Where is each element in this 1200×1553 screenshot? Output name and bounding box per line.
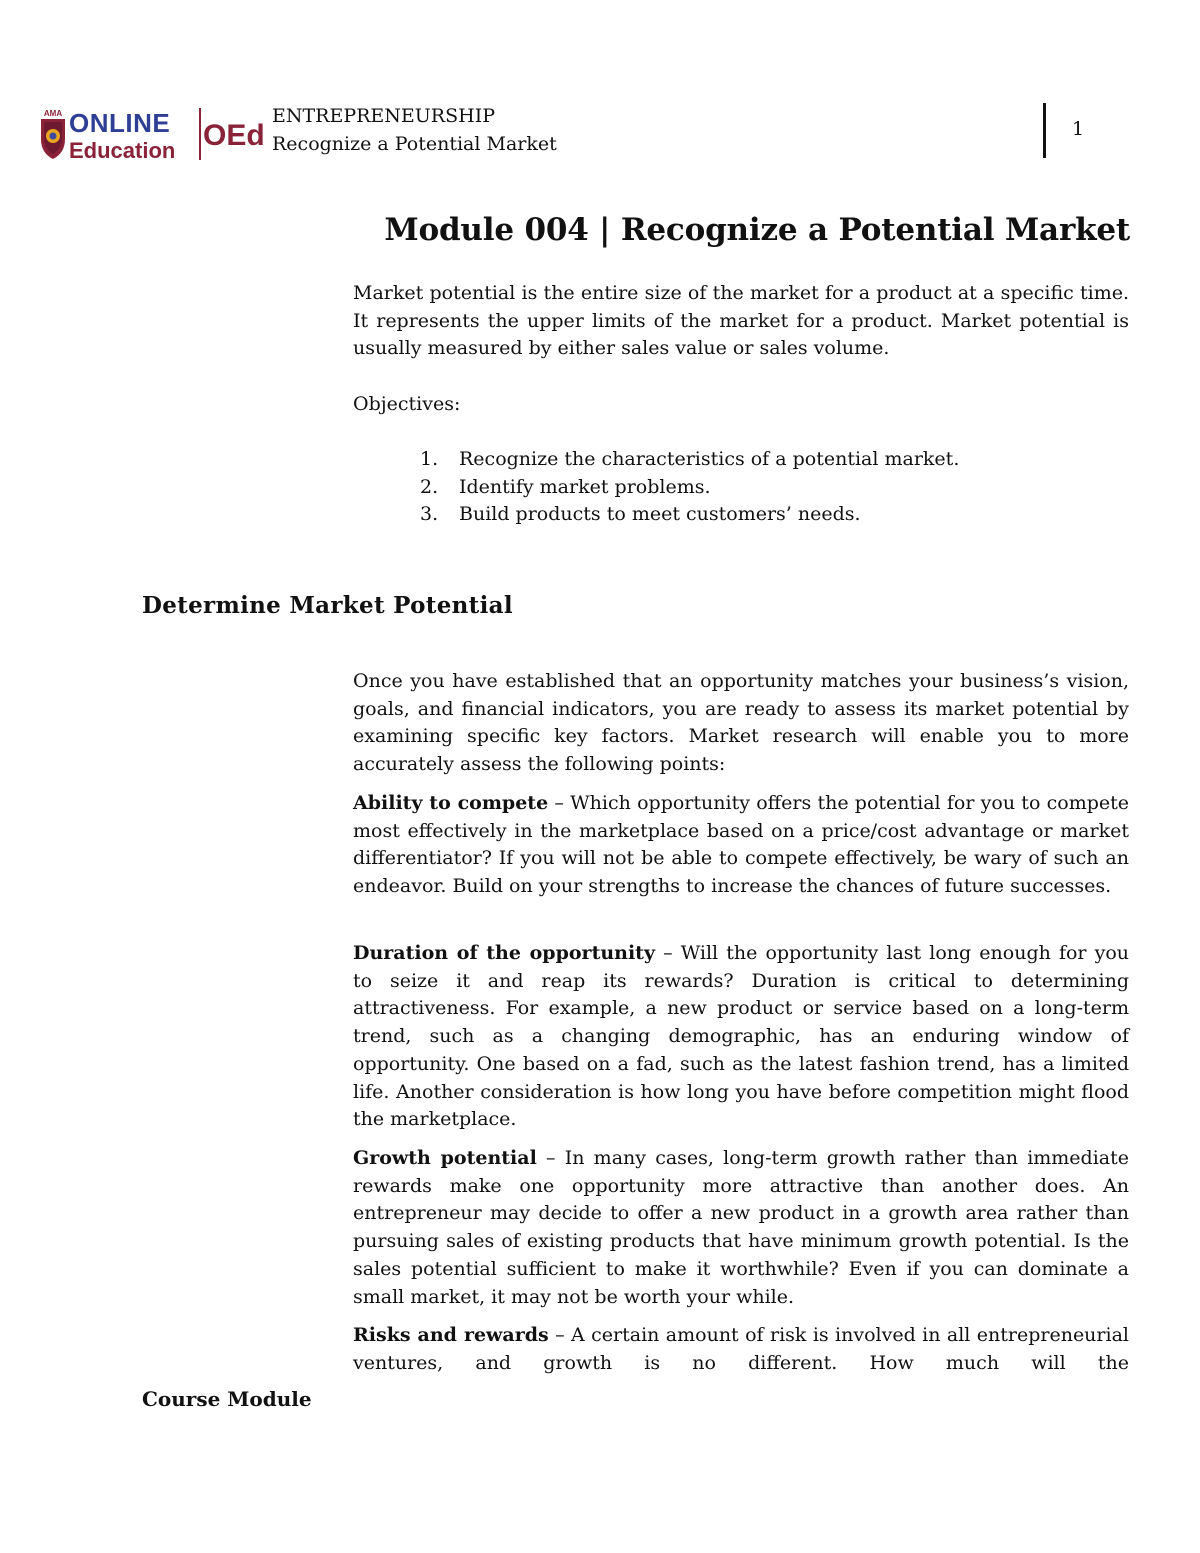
svg-text:OEd: OEd bbox=[203, 119, 265, 152]
intro-paragraph bbox=[353, 280, 1129, 363]
point-term: Growth potential bbox=[353, 1147, 537, 1169]
list-item bbox=[420, 501, 959, 529]
point-duration bbox=[353, 940, 1129, 1134]
objective-text: Identify market problems. bbox=[459, 475, 711, 498]
module-title: Module 004 | Recognize a Potential Market bbox=[384, 212, 1130, 248]
section-intro-paragraph bbox=[353, 668, 1129, 779]
online-education-logo bbox=[38, 105, 270, 163]
svg-text:AMA: AMA bbox=[43, 109, 63, 118]
svg-text:ONLINE: ONLINE bbox=[69, 108, 171, 138]
point-growth-potential bbox=[353, 1145, 1129, 1311]
point-text: – Which opportunity offers the potential for you to compete most effectively in the marketplace based on a price/cost advantage or market differentiator? If you will not be able to compete effectively, be wary of such an endeavor. Build on your strengths to increase the chances of future successes. bbox=[353, 792, 1130, 898]
list-number: 2. bbox=[420, 475, 439, 498]
objective-text: Recognize the characteristics of a potential market. bbox=[459, 448, 960, 470]
point-text: – Will the opportunity last long enough for you to seize it and reap its rewards? Duration is critical to determining attractiveness. For example, a new product or service based on a long-term trend, such as a changing demographic, has an enduring window of opportunity. One based on a fad, such as the latest fashion trend, has a limited life. Another consideration is how long you have before competition might flood the marketplace. bbox=[353, 942, 1130, 1131]
header-divider bbox=[1043, 103, 1046, 158]
svg-text:Education: Education bbox=[69, 138, 176, 163]
list-number: 1. bbox=[420, 448, 439, 470]
header-topic: Recognize a Potential Market bbox=[272, 133, 557, 155]
point-risks-and-rewards bbox=[353, 1322, 1129, 1377]
crest-icon bbox=[41, 109, 65, 159]
header-course-title: ENTREPRENEURSHIP bbox=[272, 105, 495, 127]
page-number: 1 bbox=[1072, 118, 1085, 140]
point-term: Risks and rewards bbox=[353, 1324, 549, 1346]
point-term: Duration of the opportunity bbox=[353, 942, 656, 964]
intro-text: Market potential is the entire size of the market for a product at a specific time. It represents the upper limits of the market for a product. Market potential is usually measured by either sales value or sales volume. bbox=[353, 282, 1129, 360]
objective-text: Build products to meet customers’ needs. bbox=[459, 503, 861, 526]
point-text: – A certain amount of risk is involved in all entrepreneurial ventures, and growth is no different. How much will the bbox=[353, 1324, 1129, 1374]
objectives-label: Objectives: bbox=[353, 393, 461, 415]
objectives-list bbox=[420, 446, 959, 529]
list-item bbox=[420, 474, 959, 502]
point-text: – In many cases, long-term growth rather than immediate rewards make one opportunity more attractive than another does. An entrepreneur may decide to offer a new product in a growth area rather than pursuing sales of existing products that have minimum growth potential. Is the sales potential sufficient to make it worthwhile? Even if you can dominate a small market, it may not be worth your while. bbox=[353, 1147, 1129, 1308]
list-number: 3. bbox=[420, 503, 439, 526]
section-intro-text: Once you have established that an opportunity matches your business’s vision, goals, and financial indicators, you are ready to assess its market potential by examining specific key factors. Market research will enable you to more accurately assess the following points: bbox=[353, 670, 1129, 776]
point-term: Ability to compete bbox=[353, 792, 549, 814]
footer-course-module: Course Module bbox=[142, 1387, 312, 1411]
section-heading: Determine Market Potential bbox=[142, 592, 513, 619]
point-ability-to-compete bbox=[353, 790, 1129, 901]
list-item bbox=[420, 446, 959, 474]
